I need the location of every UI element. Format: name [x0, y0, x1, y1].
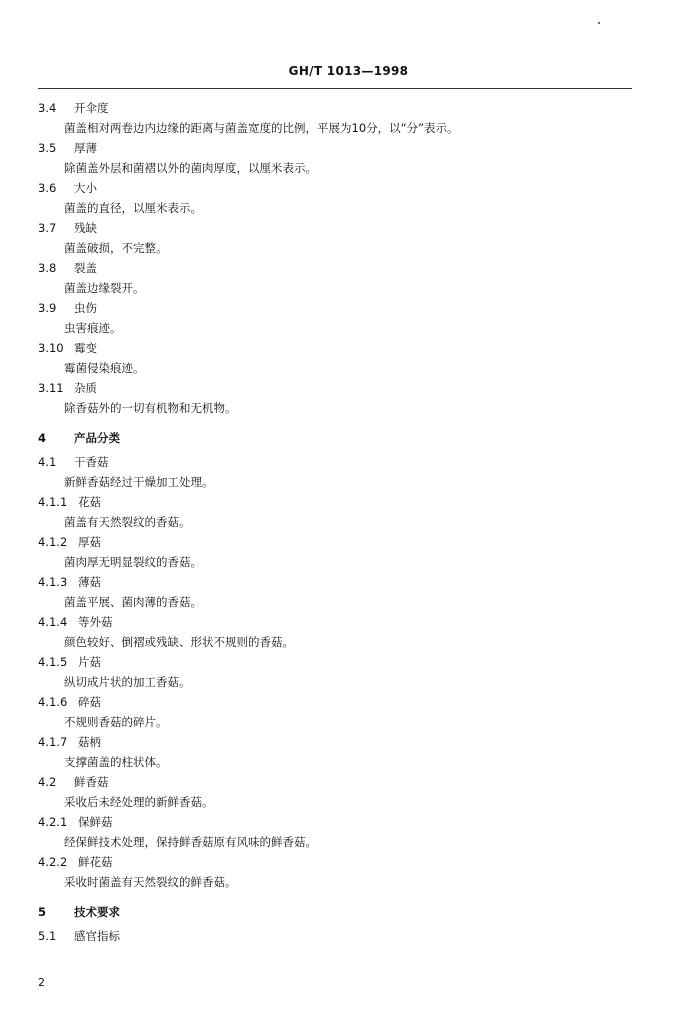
clause-title: 霉变 — [74, 341, 97, 355]
clause-text: 菌肉厚无明显裂纹的香菇。 — [64, 555, 202, 569]
clause-title: 厚菇 — [78, 535, 101, 549]
scan-speck — [598, 22, 600, 24]
clause-title: 保鲜菇 — [78, 815, 113, 829]
clause-title: 厚薄 — [74, 141, 97, 155]
clause-title: 菇柄 — [78, 735, 101, 749]
clause-title: 片菇 — [78, 655, 101, 669]
clause-number: 3.8 — [38, 261, 57, 275]
clause-4-2-2 — [38, 852, 638, 892]
clause-text: 菌盖有天然裂纹的香菇。 — [64, 515, 191, 529]
clause-text: 颜色较好、倒褶或残缺、形状不规则的香菇。 — [64, 635, 294, 649]
clause-4-1-2 — [38, 532, 638, 572]
clause-text: 菌盖的直径，以厘米表示。 — [64, 201, 202, 215]
clause-number: 3.10 — [38, 341, 64, 355]
clause-4-2 — [38, 772, 638, 812]
clause-number: 4.1.5 — [38, 655, 68, 669]
clause-text: 除菌盖外层和菌褶以外的菌肉厚度，以厘米表示。 — [64, 161, 317, 175]
clause-text: 霉菌侵染痕迹。 — [64, 361, 145, 375]
clause-text: 新鲜香菇经过干燥加工处理。 — [64, 475, 214, 489]
page-number: 2 — [38, 976, 45, 989]
clause-number: 3.7 — [38, 221, 57, 235]
clause-number: 4.2.1 — [38, 815, 68, 829]
clause-title: 大小 — [74, 181, 97, 195]
definition-3-5 — [38, 138, 638, 178]
clause-title: 虫伤 — [74, 301, 97, 315]
header-rule — [38, 88, 632, 89]
clause-title: 薄菇 — [78, 575, 101, 589]
section-heading-5 — [38, 902, 638, 922]
definition-3-11 — [38, 378, 638, 418]
document-body — [38, 98, 638, 946]
clause-4-1-4 — [38, 612, 638, 652]
clause-4-1-1 — [38, 492, 638, 532]
page-header: GH/T 1013—1998 — [288, 64, 409, 78]
clause-number: 3.9 — [38, 301, 57, 315]
clause-text: 菌盖平展、菌肉薄的香菇。 — [64, 595, 202, 609]
clause-title: 等外菇 — [78, 615, 113, 629]
clause-text: 除香菇外的一切有机物和无机物。 — [64, 401, 237, 415]
clause-title: 干香菇 — [74, 455, 109, 469]
section-heading-4 — [38, 428, 638, 448]
clause-number: 4.1.7 — [38, 735, 68, 749]
section-title: 产品分类 — [74, 431, 120, 445]
definition-3-10 — [38, 338, 638, 378]
clause-number: 4.1.3 — [38, 575, 68, 589]
clause-text: 虫害痕迹。 — [64, 321, 122, 335]
clause-5-1 — [38, 926, 638, 946]
clause-text: 采收时菌盖有天然裂纹的鲜香菇。 — [64, 875, 237, 889]
clause-4-1-6 — [38, 692, 638, 732]
clause-number: 3.6 — [38, 181, 57, 195]
clause-title: 碎菇 — [78, 695, 101, 709]
clause-number: 3.11 — [38, 381, 64, 395]
clause-title: 鲜花菇 — [78, 855, 113, 869]
definition-3-8 — [38, 258, 638, 298]
definition-3-9 — [38, 298, 638, 338]
clause-text: 菌盖相对两卷边内边缘的距离与菌盖宽度的比例，平展为10分，以“分”表示。 — [64, 121, 459, 135]
clause-4-1 — [38, 452, 638, 492]
section-number: 5 — [38, 905, 47, 919]
clause-text: 采收后未经处理的新鲜香菇。 — [64, 795, 214, 809]
definition-3-7 — [38, 218, 638, 258]
clause-number: 4.2.2 — [38, 855, 68, 869]
clause-title: 鲜香菇 — [74, 775, 109, 789]
clause-title: 裂盖 — [74, 261, 97, 275]
clause-number: 5.1 — [38, 929, 57, 943]
clause-text: 菌盖破损，不完整。 — [64, 241, 168, 255]
clause-number: 4.1.2 — [38, 535, 68, 549]
clause-text: 纵切成片状的加工香菇。 — [64, 675, 191, 689]
clause-title: 开伞度 — [74, 101, 109, 115]
clause-title: 感官指标 — [74, 929, 120, 943]
clause-text: 支撑菌盖的柱状体。 — [64, 755, 168, 769]
clause-number: 4.1.6 — [38, 695, 68, 709]
clause-title: 杂质 — [74, 381, 97, 395]
clause-number: 3.4 — [38, 101, 57, 115]
clause-text: 不规则香菇的碎片。 — [64, 715, 168, 729]
section-title: 技术要求 — [74, 905, 120, 919]
clause-text: 菌盖边缘裂开。 — [64, 281, 145, 295]
clause-title: 残缺 — [74, 221, 97, 235]
clause-number: 4.1 — [38, 455, 57, 469]
definition-3-6 — [38, 178, 638, 218]
clause-number: 4.1.4 — [38, 615, 68, 629]
clause-4-1-5 — [38, 652, 638, 692]
clause-4-1-3 — [38, 572, 638, 612]
clause-number: 3.5 — [38, 141, 57, 155]
clause-number: 4.2 — [38, 775, 57, 789]
section-number: 4 — [38, 431, 47, 445]
definition-3-4 — [38, 98, 638, 138]
clause-4-1-7 — [38, 732, 638, 772]
clause-4-2-1 — [38, 812, 638, 852]
clause-title: 花菇 — [78, 495, 101, 509]
clause-number: 4.1.1 — [38, 495, 68, 509]
clause-text: 经保鲜技术处理，保持鲜香菇原有风味的鲜香菇。 — [64, 835, 317, 849]
